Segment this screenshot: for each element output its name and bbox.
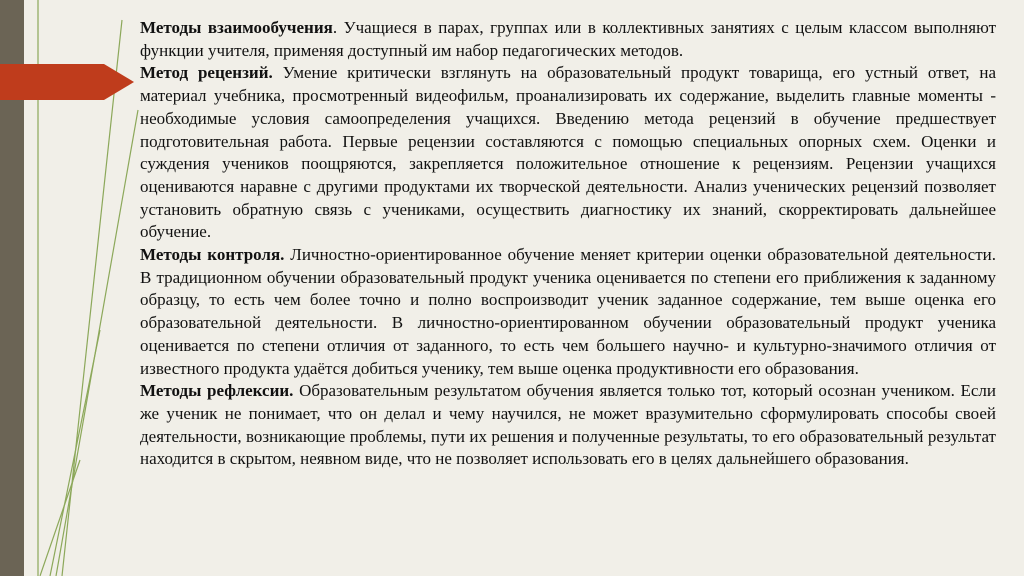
term-reviews: Метод рецензий.: [140, 63, 273, 83]
body-reviews: Умение критически взглянуть на образовательный продукт товарища, его устный ответ, на материал учебника, просмотренный видеофильм, проанализировать их содержание, выделить главные моменты - необходимые условия самоопределения учащихся. Введению метода рецензий в обучение предшествует подготовительная работа. Первые рецензии составляются с помощью специальных опорных схем. Оценки и суждения учеников поощряются, закрепляется положительное отношение к рецензиям. Рецензии учащихся оцениваются наравне с другими продуктами их творческой деятельности. Анализ ученических рецензий позволяет установить обратную связь с учениками, осуществить диагностику их знаний, скорректировать дальнейшее обучение.: [140, 63, 996, 242]
body-control: Личностно-ориентированное обучение меняет критерии оценки образовательной деятельности. В традиционном обучении образовательный продукт ученика оценивается по степени его приближения к заданному образцу, то есть чем более точно и полно воспроизводит ученик заданное содержание, тем выше оценка его образовательной деятельности. В личностно-ориентированном обучении образовательный продукт ученика оценивается по степени отличия от заданного, то есть чем большего научно- и культурно-значимого отличия от известного продукта удаётся добиться ученику, тем выше оценка продуктивности его образования.: [140, 245, 996, 378]
decorative-lines: [0, 0, 140, 576]
paragraph-control: [140, 244, 996, 380]
text-content: [140, 17, 996, 471]
body-reflection: Образовательным результатом обучения является только тот, который осознан учеником. Если же ученик не понимает, что он делал и чему научился, не может вразумительно сформулировать способы своей деятельности, возникающие проблемы, пути их решения и полученные результаты, то его образовательный результат находится в скрытом, неявном виде, что не позволяет использовать его в целях дальнейшего образования.: [140, 381, 996, 469]
paragraph-mutual-learning: [140, 17, 996, 62]
term-reflection: Методы рефлексии.: [140, 381, 294, 401]
diagonal-green-line-3: [50, 330, 100, 576]
paragraph-reflection: [140, 380, 996, 471]
term-control: Методы контроля.: [140, 245, 285, 265]
diagonal-green-line-2: [62, 20, 122, 576]
term-mutual-learning: Методы взаимообучения: [140, 18, 333, 37]
body-mutual-learning: . Учащиеся в парах, группах или в коллективных занятиях с целым классом выполняют функции учителя, применяя доступный им набор педагогических методов.: [140, 18, 996, 60]
diagonal-green-line-4: [40, 460, 80, 576]
paragraph-reviews: [140, 62, 996, 244]
